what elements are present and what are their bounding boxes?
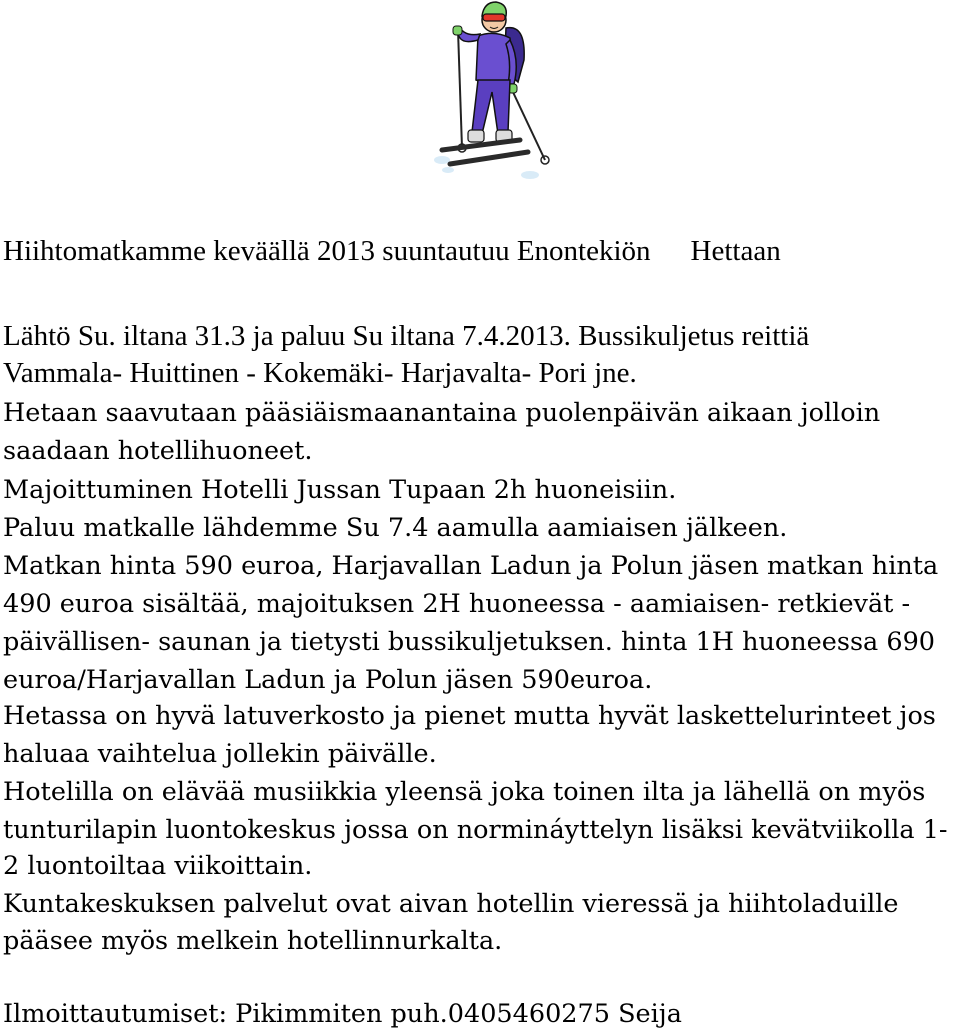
body-line: 2 luontoiltaa viikoittain. <box>3 851 313 881</box>
body-line: 490 euroa sisältää, majoituksen 2H huoneessa - aamiaisen- retkievät - <box>3 589 911 619</box>
body-line: Kuntakeskuksen palvelut ovat aivan hotellin vieressä ja hiihtoladuille <box>3 889 899 919</box>
body-line: Hetaan saavutaan pääsiäismaanantaina puolenpäivän aikaan jolloin <box>3 398 881 428</box>
body-line: euroa/Harjavallan Ladun ja Polun jäsen 590euroa. <box>3 665 653 695</box>
body-line: Hetassa on hyvä latuverkosto ja pienet mutta hyvät laskettelurinteet jos <box>3 701 936 731</box>
body-line: Majoittuminen Hotelli Jussan Tupaan 2h huoneisiin. <box>3 475 677 505</box>
title-destination: Hettaan <box>690 235 781 267</box>
body-line: päivällisen- saunan ja tietysti bussikuljetuksen. hinta 1H huoneessa 690 <box>3 627 936 657</box>
body-line: haluaa vaihtelua jollekin päivälle. <box>3 739 437 769</box>
contact-line: Ilmoittautumiset: Pikimmiten puh.0405460275 Seija <box>3 999 682 1029</box>
body-line: Paluu matkalle lähdemme Su 7.4 aamulla aamiaisen jälkeen. <box>3 513 788 543</box>
body-line: tunturilapin luontokeskus jossa on normináyttelyn lisäksi kevätviikolla 1- <box>3 815 948 845</box>
title-text: Hiihtomatkamme keväällä 2013 suuntautuu Enontekiön <box>3 235 651 267</box>
title-line <box>3 233 781 269</box>
body-line: pääsee myös melkein hotellinnurkalta. <box>3 926 503 956</box>
body-line: Matkan hinta 590 euroa, Harjavallan Ladun ja Polun jäsen matkan hinta <box>3 551 939 581</box>
route-line: Vammala- Huittinen - Kokemäki- Harjavalta- Pori jne. <box>3 357 637 389</box>
departure-line: Lähtö Su. iltana 31.3 ja paluu Su iltana 7.4.2013. Bussikuljetus reittiä <box>3 320 810 352</box>
body-line: Hotelilla on elävää musiikkia yleensä joka toinen ilta ja lähellä on myös <box>3 777 926 807</box>
body-line: saadaan hotellihuoneet. <box>3 436 313 466</box>
skier-clipart-icon <box>420 0 560 200</box>
